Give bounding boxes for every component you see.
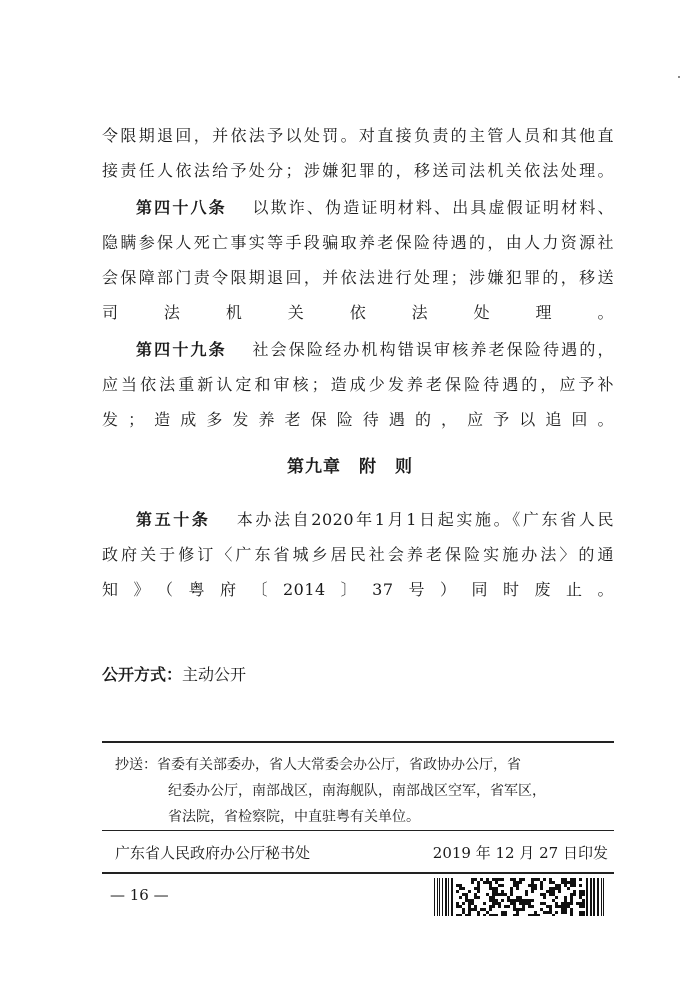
article-48 [102, 190, 614, 330]
article-50 [102, 502, 614, 607]
text-line: 会保障部门责令限期退回，并依法进行处理；涉嫌犯罪的，移送 [102, 268, 614, 287]
page-number: — 16 — [110, 886, 169, 904]
disclosure-label: 公开方式： [102, 665, 183, 684]
text-line: 社会保险经办机构错误审核养老保险待遇的， [250, 340, 614, 359]
barcode-icon [434, 878, 604, 916]
disclosure-method [102, 662, 246, 685]
footer-rule [102, 872, 614, 874]
text-line: 令限期退回，并依法予以处罚。对直接负责的主管人员和其他直 [102, 126, 614, 145]
text-line: 以欺诈、伪造证明材料、出具虚假证明材料、 [250, 198, 614, 217]
article-50-first-line [102, 502, 614, 537]
text-line: 本办法自2020年1月1日起实施。《广东省人民 [234, 510, 614, 529]
article-48-title: 第四十八条 [136, 198, 227, 217]
scan-speck [678, 76, 680, 78]
cc-top-rule [102, 741, 614, 743]
article-49 [102, 332, 614, 437]
cc-list [115, 752, 605, 830]
print-date: 2019 年 12 月 27 日印发 [432, 844, 608, 862]
text-line: 政府关于修订〈广东省城乡居民社会养老保险实施办法〉的通 [102, 545, 614, 564]
text-line: 省委有关部委办，省人大常委会办公厅，省政协办公厅，省 [157, 757, 521, 773]
chapter-heading: 第九章 附 则 [287, 457, 413, 477]
text-line: 知》（粤府〔2014〕37号）同时废止。 [102, 580, 614, 599]
text-line: 发；造成多发养老保险待遇的，应予以追回。 [102, 410, 614, 429]
disclosure-value: 主动公开 [182, 665, 247, 684]
cc-bottom-rule [102, 830, 614, 831]
issuing-office: 广东省人民政府办公厅秘书处 [115, 844, 311, 862]
cc-label: 抄送： [115, 757, 157, 773]
text-line: 隐瞒参保人死亡事实等手段骗取养老保险待遇的，由人力资源社 [102, 233, 614, 252]
text-line: 接责任人依法给予处分；涉嫌犯罪的，移送司法机关依法处理。 [102, 161, 614, 180]
text-line: 应当依法重新认定和审核；造成少发养老保险待遇的，应予补 [102, 375, 614, 394]
text-line: 省法院，省检察院，中直驻粤有关单位。 [168, 809, 420, 825]
article-47-continuation [102, 118, 614, 188]
article-49-title: 第四十九条 [136, 340, 227, 359]
article-49-first-line [102, 332, 614, 367]
article-48-first-line [102, 190, 614, 225]
cc-first-line [115, 752, 605, 778]
text-line: 纪委办公厅，南部战区，南海舰队，南部战区空军，省军区， [168, 783, 546, 799]
article-50-title: 第五十条 [136, 510, 211, 529]
text-line: 司法机关依法处理。 [102, 303, 614, 322]
